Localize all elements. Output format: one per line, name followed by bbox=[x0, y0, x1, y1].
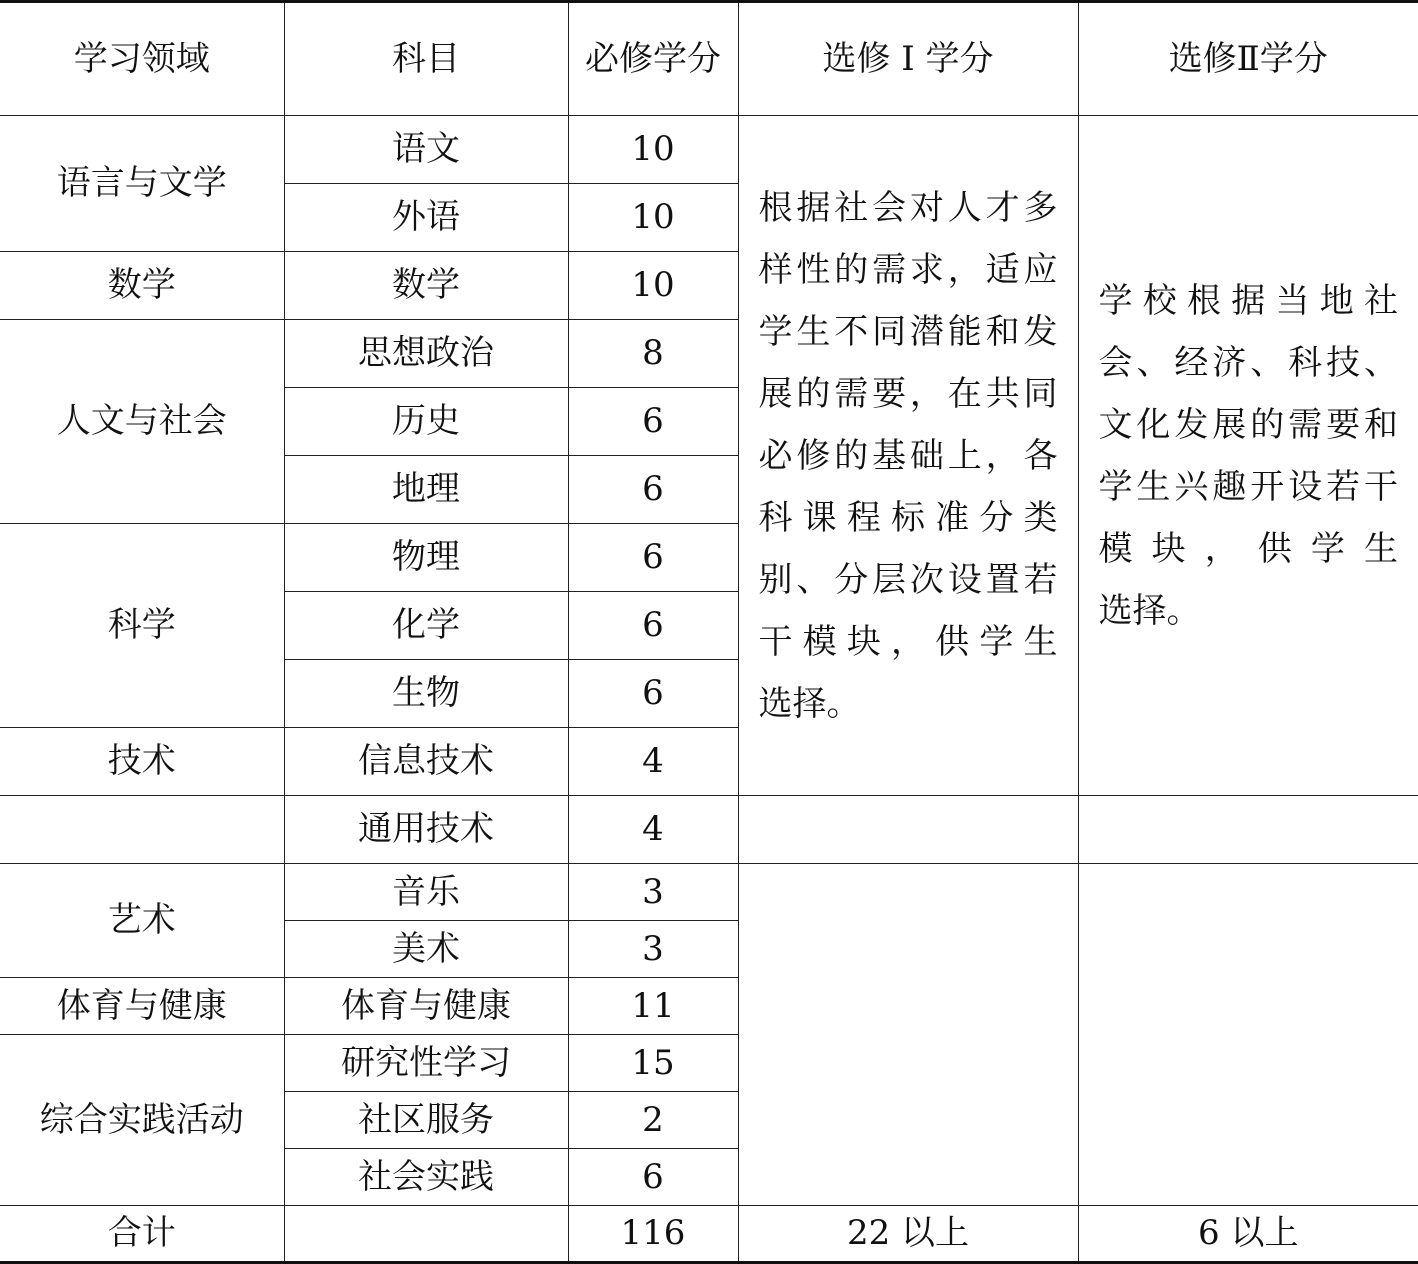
credit-cell: 6 bbox=[568, 1149, 738, 1206]
header-domain: 学习领域 bbox=[0, 2, 284, 116]
subject-cell: 思想政治 bbox=[284, 320, 568, 388]
elective1-empty-cell bbox=[738, 796, 1078, 864]
subject-cell: 地理 bbox=[284, 456, 568, 524]
header-row bbox=[0, 2, 1418, 116]
domain-cell-tech: 技术 bbox=[0, 728, 284, 796]
domain-cell-empty bbox=[0, 796, 284, 864]
domain-cell-pe: 体育与健康 bbox=[0, 978, 284, 1035]
total-elective1: 22 以上 bbox=[738, 1206, 1078, 1263]
subject-cell: 社区服务 bbox=[284, 1092, 568, 1149]
subject-cell: 生物 bbox=[284, 660, 568, 728]
table-row bbox=[0, 796, 1418, 864]
subject-cell: 社会实践 bbox=[284, 1149, 568, 1206]
credit-cell: 10 bbox=[568, 116, 738, 184]
header-subject: 科目 bbox=[284, 2, 568, 116]
subject-cell: 化学 bbox=[284, 592, 568, 660]
credit-cell: 10 bbox=[568, 252, 738, 320]
credit-cell: 6 bbox=[568, 660, 738, 728]
total-row bbox=[0, 1206, 1418, 1263]
subject-cell: 体育与健康 bbox=[284, 978, 568, 1035]
credit-cell: 6 bbox=[568, 388, 738, 456]
elective2-note-tail: 选择。 bbox=[1098, 590, 1201, 631]
domain-cell-humanities: 人文与社会 bbox=[0, 320, 284, 524]
credit-cell: 3 bbox=[568, 864, 738, 921]
elective1-empty-block bbox=[738, 864, 1078, 1206]
header-elective1: 选修 I 学分 bbox=[738, 2, 1078, 116]
subject-cell: 物理 bbox=[284, 524, 568, 592]
subject-cell: 美术 bbox=[284, 921, 568, 978]
elective2-note-body: 学校根据当地社会、经济、科技、文化发展的需要和学生兴趣开设若干模块，供学生 bbox=[1098, 280, 1398, 569]
elective2-empty-block bbox=[1078, 864, 1418, 1206]
credit-cell: 15 bbox=[568, 1035, 738, 1092]
subject-cell: 通用技术 bbox=[284, 796, 568, 864]
domain-cell-science: 科学 bbox=[0, 524, 284, 728]
subject-cell: 历史 bbox=[284, 388, 568, 456]
domain-cell-practice: 综合实践活动 bbox=[0, 1035, 284, 1206]
elective1-note-body: 根据社会对人才多样性的需求，适应学生不同潜能和发展的需要，在共同必修的基础上，各科课程标准分类别、分层次设置若干模块，供学生 bbox=[758, 187, 1058, 662]
domain-cell-math: 数学 bbox=[0, 252, 284, 320]
subject-cell: 语文 bbox=[284, 116, 568, 184]
subject-cell: 音乐 bbox=[284, 864, 568, 921]
credit-cell: 6 bbox=[568, 524, 738, 592]
elective2-empty-cell bbox=[1078, 796, 1418, 864]
credit-cell: 4 bbox=[568, 728, 738, 796]
total-label: 合计 bbox=[0, 1206, 284, 1263]
total-elective2: 6 以上 bbox=[1078, 1206, 1418, 1263]
credit-cell: 8 bbox=[568, 320, 738, 388]
subject-cell: 信息技术 bbox=[284, 728, 568, 796]
credit-cell: 4 bbox=[568, 796, 738, 864]
table-row bbox=[0, 116, 1418, 184]
header-elective2: 选修Ⅱ学分 bbox=[1078, 2, 1418, 116]
table-row bbox=[0, 864, 1418, 921]
credit-cell: 2 bbox=[568, 1092, 738, 1149]
total-required: 116 bbox=[568, 1206, 738, 1263]
credit-cell: 6 bbox=[568, 456, 738, 524]
domain-cell-arts: 艺术 bbox=[0, 864, 284, 978]
elective1-note bbox=[738, 116, 1078, 796]
subject-cell: 外语 bbox=[284, 184, 568, 252]
subject-cell: 数学 bbox=[284, 252, 568, 320]
credit-cell: 3 bbox=[568, 921, 738, 978]
credit-cell: 6 bbox=[568, 592, 738, 660]
header-required: 必修学分 bbox=[568, 2, 738, 116]
domain-cell-lang: 语言与文学 bbox=[0, 116, 284, 252]
credit-cell: 10 bbox=[568, 184, 738, 252]
subject-cell: 研究性学习 bbox=[284, 1035, 568, 1092]
elective1-note-tail: 选择。 bbox=[758, 683, 861, 724]
elective2-note bbox=[1078, 116, 1418, 796]
total-subject-empty bbox=[284, 1206, 568, 1263]
credit-cell: 11 bbox=[568, 978, 738, 1035]
